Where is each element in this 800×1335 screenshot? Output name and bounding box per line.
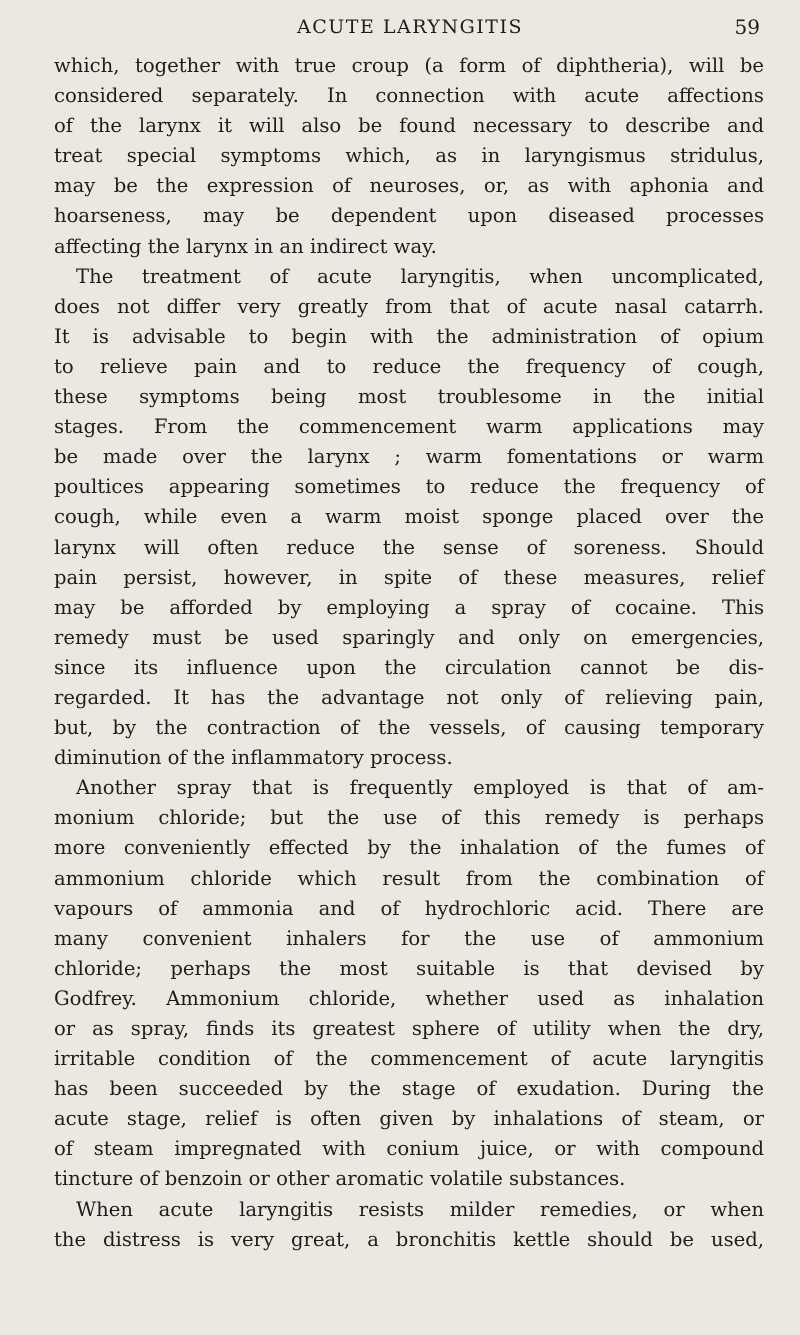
text-line: since its influence upon the circulation cannot be dis- [54, 655, 764, 679]
text-line: ammonium chloride which result from the combination of [54, 866, 764, 890]
text-line: may be afforded by employing a spray of cocaine. This [54, 595, 764, 619]
text-line: which, together with true croup (a form of diphtheria), will be [54, 54, 764, 77]
text-line: but, by the contraction of the vessels, of causing temporary [54, 716, 764, 740]
text-line: pain persist, however, in spite of these measures, relief [54, 565, 764, 589]
text-line: remedy must be used sparingly and only on emergencies, [54, 625, 764, 649]
text-line: of steam impregnated with conium juice, or with compound [54, 1137, 764, 1161]
text-line: diminution of the inflammatory process. [54, 746, 453, 770]
text-line: to relieve pain and to reduce the frequency of cough, [54, 354, 764, 378]
text-line: regarded. It has the advantage not only of relieving pain, [54, 685, 764, 709]
text-line: many convenient inhalers for the use of ammonium [54, 926, 764, 950]
text-line: The treatment of acute laryngitis, when uncomplicated, [76, 264, 764, 288]
text-line: chloride; perhaps the most suitable is that devised by [54, 956, 764, 980]
text-line: be made over the larynx ; warm fomentations or warm [54, 445, 764, 469]
text-line: It is advisable to begin with the administration of opium [54, 324, 764, 348]
text-line: stages. From the commencement warm applications may [54, 415, 764, 439]
text-line: poultices appearing sometimes to reduce the frequency of [54, 475, 764, 499]
text-line: When acute laryngitis resists milder remedies, or when [76, 1197, 764, 1221]
running-head [60, 10, 760, 44]
body-text [54, 51, 764, 1255]
text-line: does not differ very greatly from that of acute nasal catarrh. [54, 294, 764, 318]
text-line: affecting the larynx in an indirect way. [54, 234, 437, 258]
text-line: the distress is very great, a bronchitis kettle should be used, [54, 1227, 764, 1251]
text-line: considered separately. In connection with acute affections [54, 84, 764, 108]
text-line: Godfrey. Ammonium chloride, whether used as inhalation [54, 986, 764, 1010]
running-title: ACUTE LARYNGITIS [297, 16, 523, 38]
text-line: cough, while even a warm moist sponge placed over the [54, 505, 764, 529]
text-line: monium chloride; but the use of this remedy is perhaps [54, 806, 764, 830]
text-line: larynx will often reduce the sense of soreness. Should [54, 535, 764, 559]
text-line: Another spray that is frequently employed is that of am- [76, 776, 764, 800]
text-line: acute stage, relief is often given by inhalations of steam, or [54, 1107, 764, 1131]
text-line: these symptoms being most troublesome in the initial [54, 385, 764, 409]
text-line: hoarseness, may be dependent upon diseased processes [54, 204, 764, 228]
text-line: or as spray, finds its greatest sphere of utility when the dry, [54, 1017, 764, 1040]
text-line: has been succeeded by the stage of exudation. During the [54, 1077, 764, 1101]
text-line: vapours of ammonia and of hydrochloric acid. There are [54, 896, 764, 920]
text-line: may be the expression of neuroses, or, as with aphonia and [54, 174, 764, 198]
text-line: more conveniently effected by the inhalation of the fumes of [54, 836, 764, 860]
text-line: tincture of benzoin or other aromatic volatile substances. [54, 1167, 626, 1191]
page-number: 59 [734, 15, 760, 39]
text-line: irritable condition of the commencement of acute laryngitis [54, 1047, 764, 1071]
text-line: of the larynx it will also be found necessary to describe and [54, 114, 764, 138]
text-line: treat special symptoms which, as in laryngismus stridulus, [54, 144, 764, 168]
